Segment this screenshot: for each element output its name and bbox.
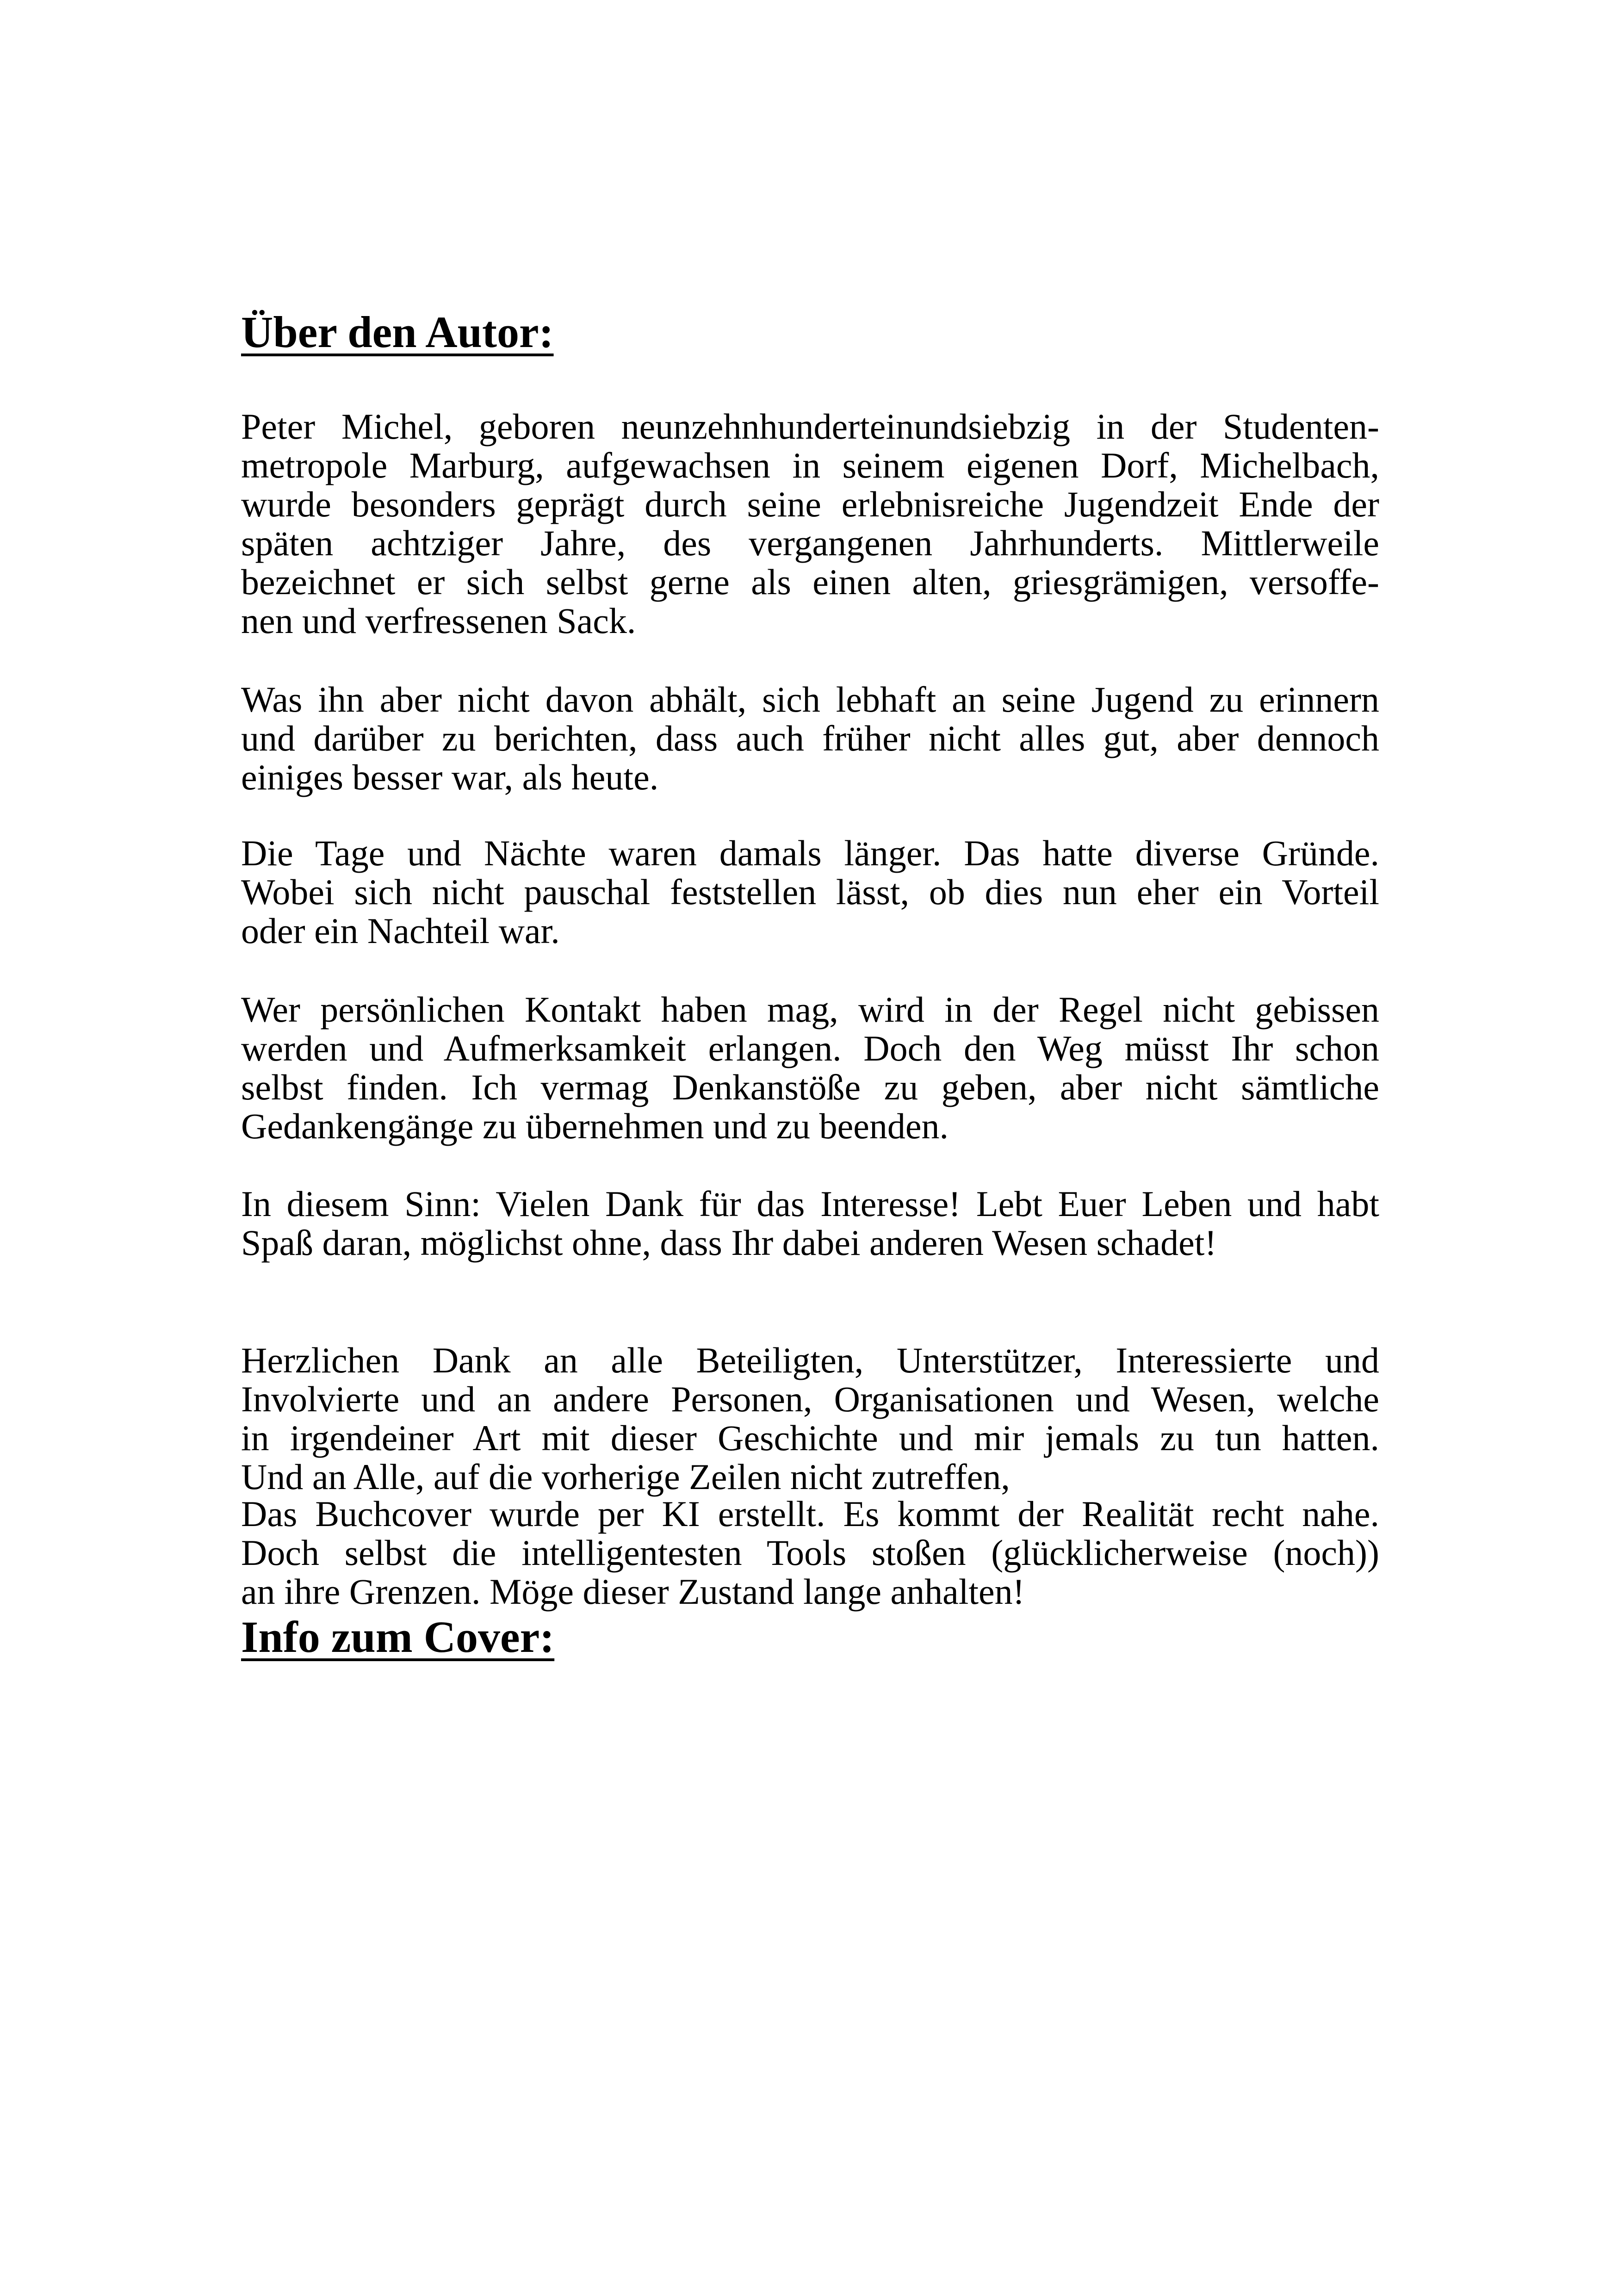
text-line: Doch selbst die intelligentesten Tools stoßen (glücklicherweise (noch))	[241, 1533, 1379, 1573]
text-line: Wobei sich nicht pauschal feststellen lässt, ob dies nun eher ein Vorteil	[241, 872, 1379, 912]
text-line: Die Tage und Nächte waren damals länger. Das hatte diverse Gründe.	[241, 833, 1379, 873]
text-line: selbst finden. Ich vermag Denkanstöße zu geben, aber nicht sämtliche	[241, 1067, 1379, 1107]
text-line: Das Buchcover wurde per KI erstellt. Es kommt der Realität recht nahe.	[241, 1494, 1379, 1534]
text-line: Gedankengänge zu übernehmen und zu beenden.	[241, 1106, 949, 1146]
document-page	[241, 0, 1379, 2296]
text-line: an ihre Grenzen. Möge dieser Zustand lange anhalten!	[241, 1571, 1025, 1612]
paragraph-author-bio	[241, 407, 1379, 640]
paragraph-cover-info	[241, 1495, 1379, 1611]
text-line: metropole Marburg, aufgewachsen in seinem eigenen Dorf, Michelbach,	[241, 445, 1379, 485]
paragraph-memories	[241, 680, 1379, 797]
paragraph-thanks-interest	[241, 1185, 1379, 1262]
text-line: nen und verfressenen Sack.	[241, 601, 636, 641]
paragraph-days-nights	[241, 834, 1379, 950]
text-line: Wer persönlichen Kontakt haben mag, wird in der Regel nicht gebissen	[241, 989, 1379, 1030]
text-line: einiges besser war, als heute.	[241, 757, 659, 797]
text-line: Peter Michel, geboren neunzehnhunderteinundsiebzig in der Studenten-	[241, 406, 1379, 447]
text-line: späten achtziger Jahre, des vergangenen Jahrhunderts. Mittlerweile	[241, 523, 1379, 563]
text-line: bezeichnet er sich selbst gerne als einen alten, griesgrämigen, versoffe-	[241, 562, 1379, 602]
text-line: Herzlichen Dank an alle Beteiligten, Unterstützer, Interessierte und	[241, 1340, 1379, 1380]
paragraph-contact	[241, 990, 1379, 1146]
text-line: werden und Aufmerksamkeit erlangen. Doch den Weg müsst Ihr schon	[241, 1028, 1379, 1068]
text-line: Was ihn aber nicht davon abhält, sich lebhaft an seine Jugend zu erinnern	[241, 679, 1379, 720]
paragraph-acknowledgements	[241, 1341, 1379, 1496]
text-line: In diesem Sinn: Vielen Dank für das Interesse! Lebt Euer Leben und habt	[241, 1184, 1379, 1224]
text-line: und darüber zu berichten, dass auch früher nicht alles gut, aber dennoch	[241, 718, 1379, 758]
text-line: oder ein Nachteil war.	[241, 911, 560, 951]
text-line: Spaß daran, möglichst ohne, dass Ihr dabei anderen Wesen schadet!	[241, 1222, 1217, 1263]
text-line: in irgendeiner Art mit dieser Geschichte und mir jemals zu tun hatten.	[241, 1418, 1379, 1458]
heading-cover-info: Info zum Cover:	[241, 1612, 555, 1662]
text-line: wurde besonders geprägt durch seine erlebnisreiche Jugendzeit Ende der	[241, 484, 1379, 524]
heading-about-author: Über den Autor:	[241, 307, 554, 357]
text-line: Involvierte und an andere Personen, Organisationen und Wesen, welche	[241, 1379, 1379, 1419]
text-line: Und an Alle, auf die vorherige Zeilen nicht zutreffen,	[241, 1457, 1010, 1497]
